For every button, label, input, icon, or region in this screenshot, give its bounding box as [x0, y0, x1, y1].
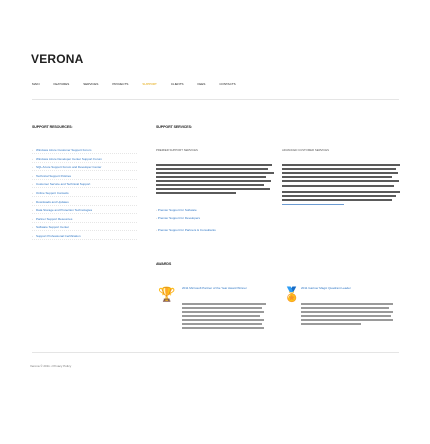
- trophy-icon: 🏆: [158, 286, 176, 302]
- resource-link[interactable]: › Software Support Center: [32, 225, 137, 231]
- award-title[interactable]: 2011 Gartner Magic Quadrant Leader: [301, 286, 351, 290]
- nav-item-projects[interactable]: PROJECTS: [112, 82, 129, 86]
- resource-link[interactable]: › Windows Azure Customer Support Forum: [32, 148, 137, 154]
- premier-support-title: PREMIER SUPPORT SERVICES: [156, 148, 198, 152]
- resource-link[interactable]: › Customer Service and Technical Support: [32, 182, 137, 188]
- site-logo[interactable]: VERONA: [31, 52, 84, 66]
- support-resources-list: [32, 148, 137, 243]
- nav-item-services[interactable]: SERVICES: [83, 82, 99, 86]
- resource-link[interactable]: › Partner Support Resources: [32, 217, 137, 223]
- resource-link[interactable]: › Windows Azure Developer Center Support Forum: [32, 157, 137, 163]
- nav-item-features[interactable]: FEATURES: [53, 82, 70, 86]
- nav-item-clients[interactable]: CLIENTS: [170, 82, 184, 86]
- nav-item-support[interactable]: SUPPORT: [142, 82, 157, 86]
- nav-item-main[interactable]: MAIN: [32, 82, 40, 86]
- award-title[interactable]: 2011 Microsoft Partner of the Year Award Winner: [182, 286, 247, 290]
- nav-item-contacts[interactable]: CONTACTS: [219, 82, 236, 86]
- premier-developers-link[interactable]: › Premier Support for Developers: [156, 216, 200, 220]
- nav-item-fees[interactable]: FEES: [197, 82, 206, 86]
- header-divider: [32, 99, 399, 100]
- support-resources-heading: SUPPORT RESOURCES:: [32, 125, 73, 129]
- footer-copyright: Verona © 2011 • Privacy Policy: [30, 364, 72, 368]
- resource-link[interactable]: › Support Professional Certification: [32, 234, 137, 240]
- resource-link[interactable]: › Data Storage and Protection Technologies: [32, 208, 137, 214]
- resource-link[interactable]: › Downloads and Updates: [32, 200, 137, 206]
- advanced-services-title: ADVANCED CUSTOMER SERVICES: [282, 148, 329, 152]
- medal-icon: 🏅: [283, 286, 301, 302]
- premier-partners-link[interactable]: › Premier Support for Partners & Consultants: [156, 228, 216, 232]
- resource-link[interactable]: › SQL Azure Support Forum and Developer Center: [32, 165, 137, 171]
- support-services-heading: SUPPORT SERVICES:: [156, 125, 192, 129]
- resource-link[interactable]: › Technical Support Policies: [32, 174, 137, 180]
- main-nav: [32, 82, 250, 86]
- resource-link[interactable]: › Online Support Contacts: [32, 191, 137, 197]
- premier-software-link[interactable]: › Premier Support for Software: [156, 208, 197, 212]
- awards-heading: AWARDS: [156, 262, 172, 266]
- footer-divider: [32, 352, 399, 353]
